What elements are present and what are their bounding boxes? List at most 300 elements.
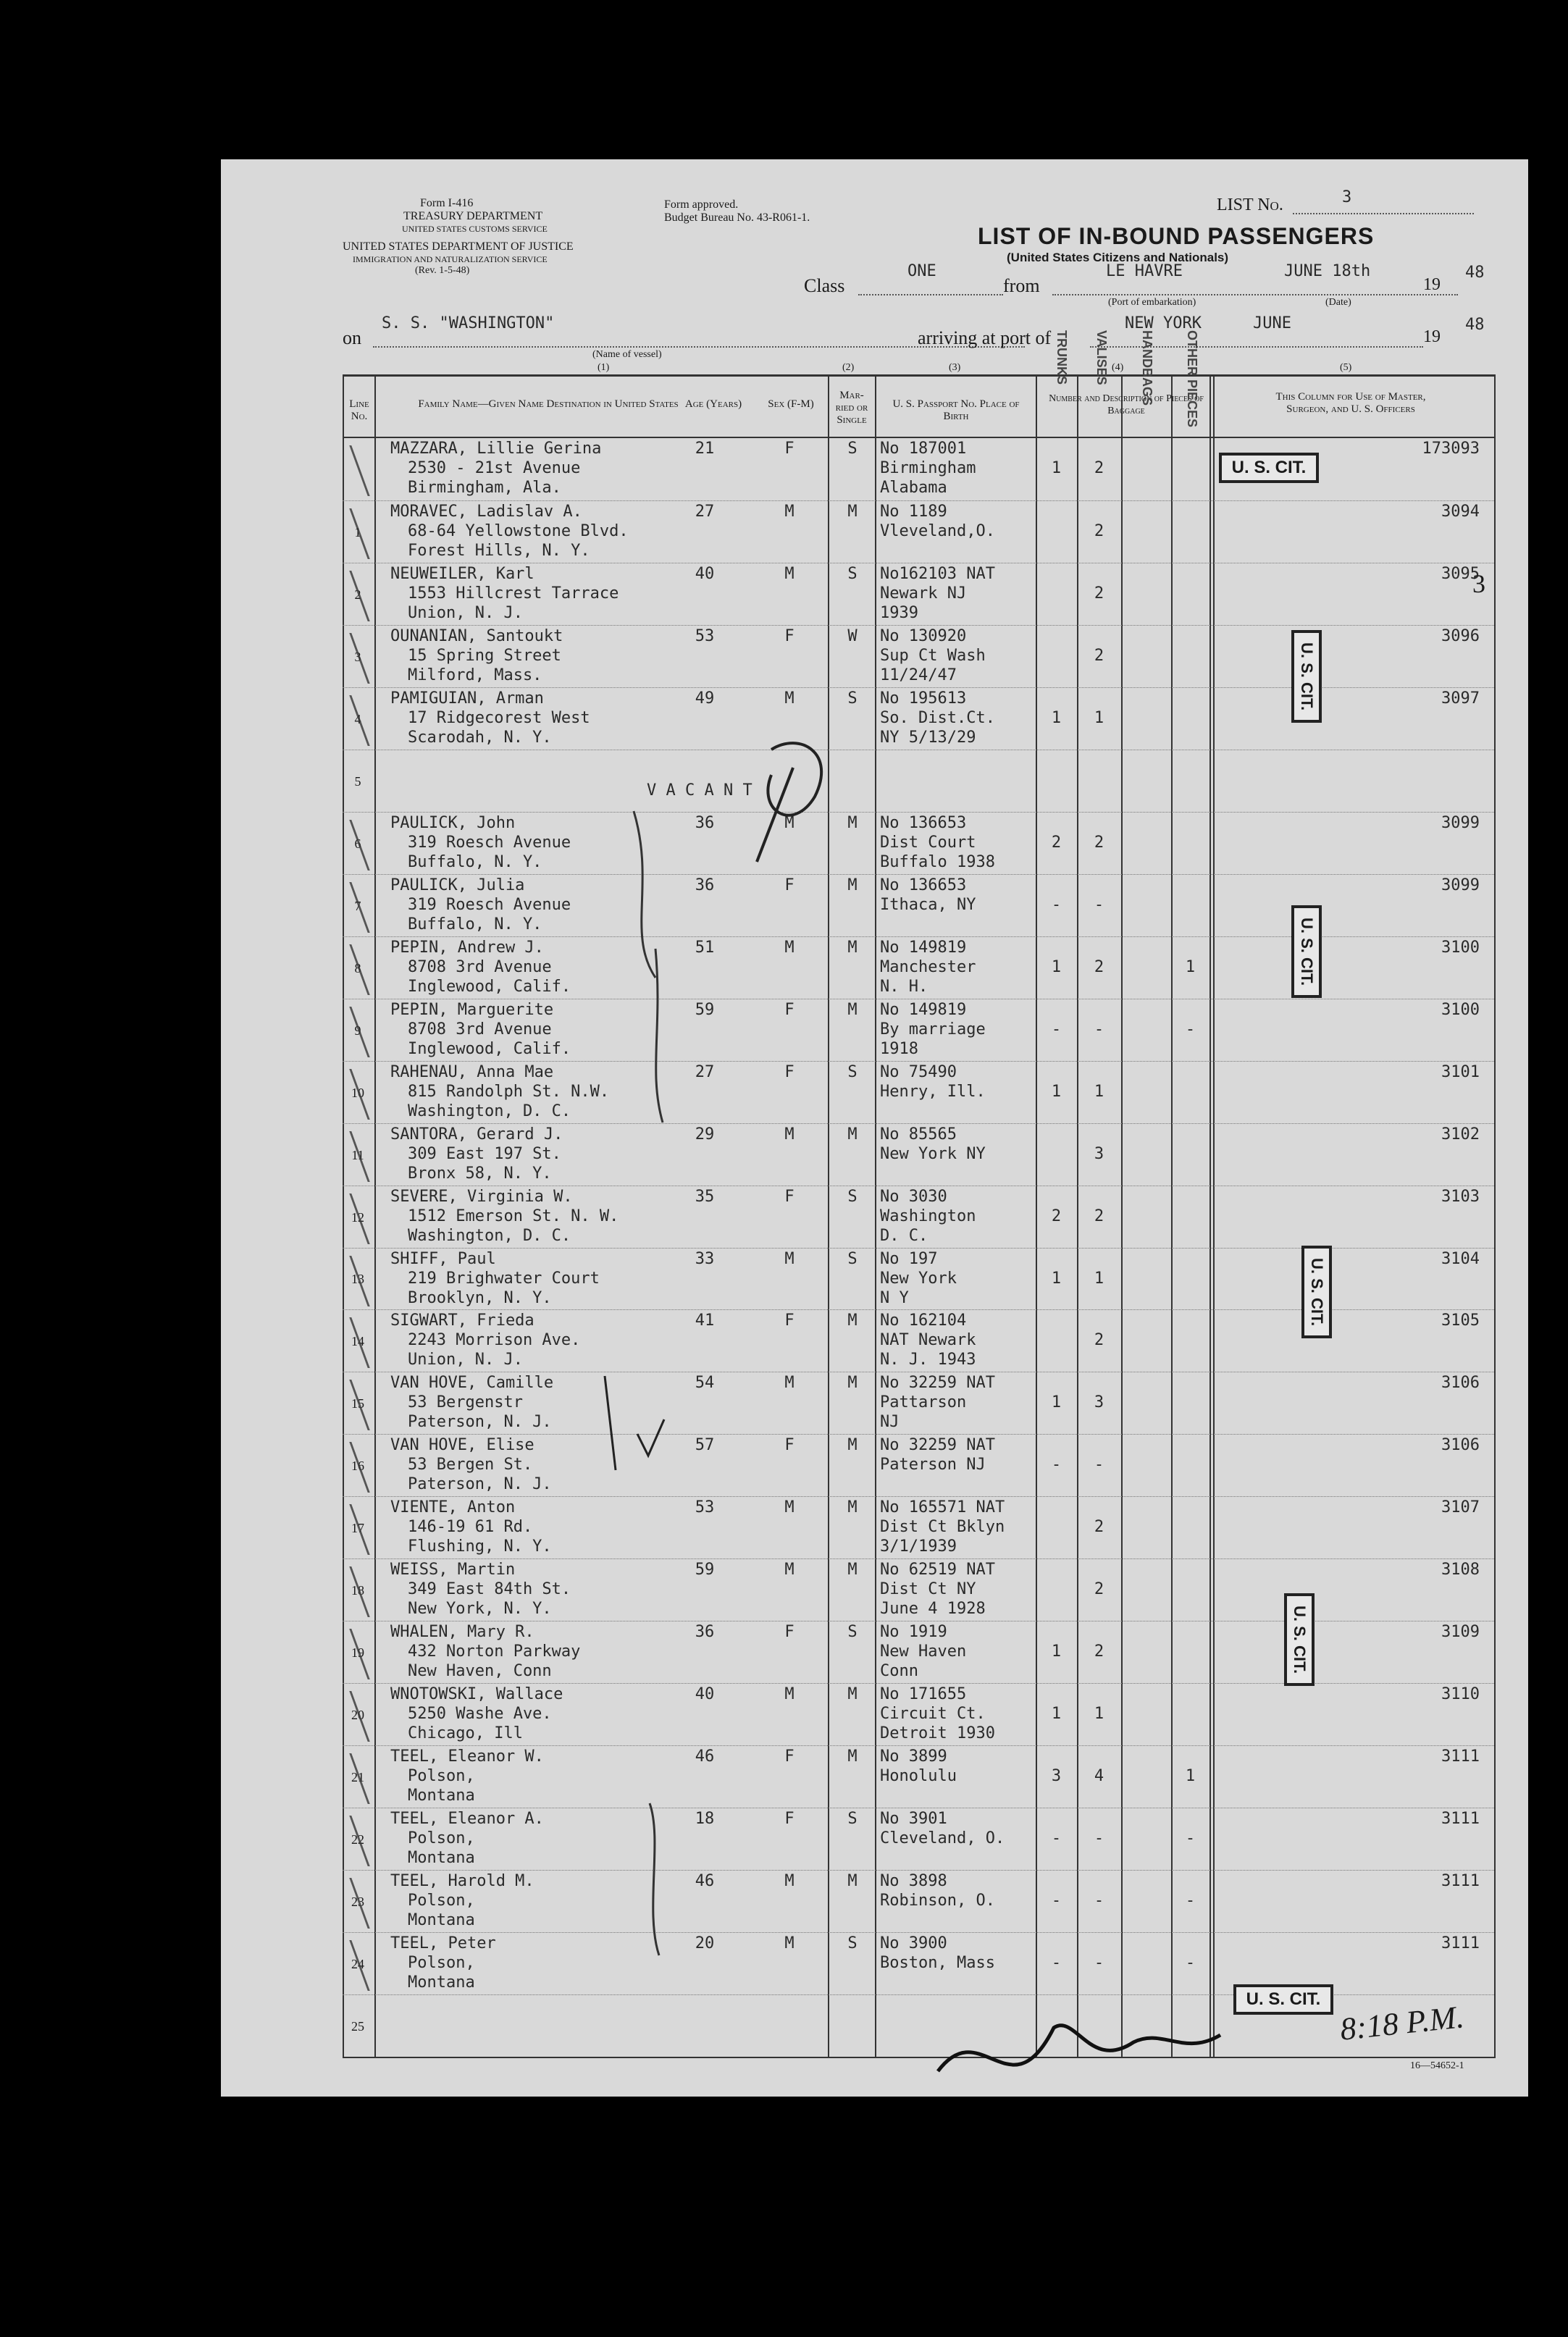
address-street: 68-64 Yellowstone Blvd. <box>408 521 629 540</box>
age-value: 53 <box>695 1498 715 1517</box>
birthplace-line-1: Birmingham <box>880 459 976 477</box>
birthplace-line-1: By marriage <box>880 1020 986 1039</box>
passenger-name: PAULICK, Julia <box>390 876 525 894</box>
address-city: Flushing, N. Y. <box>408 1537 552 1556</box>
col-num-4: (4) <box>1112 362 1124 373</box>
age-value: 36 <box>695 813 715 832</box>
passenger-name: WHALEN, Mary R. <box>390 1623 534 1642</box>
passport-number: No 3030 <box>880 1187 947 1206</box>
valises-count: 2 <box>1094 584 1104 603</box>
arrival-time-note: 8:18 P.M. <box>1338 1999 1466 2047</box>
sex-value: F <box>784 1436 795 1455</box>
trunks-count: 1 <box>1051 1393 1062 1412</box>
trunks-count: - <box>1051 895 1062 914</box>
trunks-count: 1 <box>1051 708 1062 727</box>
age-value: 41 <box>695 1312 715 1330</box>
birthplace-line-2: NY 5/13/29 <box>880 728 976 747</box>
trunks-count: 1 <box>1051 957 1062 976</box>
valises-count: 2 <box>1094 646 1104 665</box>
revision: (Rev. 1-5-48) <box>415 265 470 276</box>
trunks-count: - <box>1051 1954 1062 1973</box>
address-street: 5250 Washe Ave. <box>408 1705 552 1724</box>
valises-count: - <box>1094 1020 1104 1039</box>
sex-value: F <box>784 1187 795 1206</box>
officer-entry-number: 3095 <box>1441 564 1480 583</box>
officer-entry-number: 3100 <box>1441 938 1480 957</box>
address-city: Washington, D. C. <box>408 1226 571 1245</box>
passport-number: No 171655 <box>880 1685 967 1704</box>
passenger-name: SIGWART, Frieda <box>390 1312 534 1330</box>
passport-number: No 162104 <box>880 1312 967 1330</box>
address-street: 2530 - 21st Avenue <box>408 459 581 477</box>
header-age: Age (Years) <box>684 398 742 410</box>
age-value: 40 <box>695 1685 715 1704</box>
officer-entry-number: 3103 <box>1441 1187 1480 1206</box>
sex-value: M <box>784 1374 795 1393</box>
valises-count: - <box>1094 1829 1104 1848</box>
address-street: 17 Ridgecorest West <box>408 708 590 727</box>
officer-entry-number: 3106 <box>1441 1436 1480 1455</box>
birthplace-line-2: Conn <box>880 1662 918 1681</box>
trunks-count: - <box>1051 1829 1062 1848</box>
age-value: 51 <box>695 938 715 957</box>
trunks-count: - <box>1051 1456 1062 1474</box>
marital-status: M <box>847 1747 858 1766</box>
sex-value: F <box>784 876 795 894</box>
passport-number: No 197 <box>880 1249 938 1268</box>
class-label: Class <box>804 275 845 296</box>
passport-number: No 136653 <box>880 876 967 894</box>
from-label: from <box>1003 275 1040 296</box>
us-cit-stamp: U. S. CIT. <box>1233 1984 1333 2015</box>
col-num-3: (3) <box>949 362 961 373</box>
birthplace-line-1: Robinson, O. <box>880 1892 995 1910</box>
officer-entry-number: 3105 <box>1441 1312 1480 1330</box>
address-city: Milford, Mass. <box>408 666 542 684</box>
age-value: 59 <box>695 1561 715 1579</box>
address-street: 53 Bergen St. <box>408 1456 533 1474</box>
birthplace-line-2: 3/1/1939 <box>880 1537 957 1556</box>
officer-entry-number: 3099 <box>1441 813 1480 832</box>
age-value: 59 <box>695 1000 715 1019</box>
marital-status: S <box>847 1934 858 1953</box>
trunks-count: 2 <box>1051 833 1062 852</box>
passenger-name: NEUWEILER, Karl <box>390 564 534 583</box>
birthplace-line-2: N Y <box>880 1288 909 1307</box>
footer-code: 16—54652-1 <box>1410 2060 1464 2071</box>
marital-status: M <box>847 1125 858 1144</box>
birthplace-line-1: Ithaca, NY <box>880 895 976 914</box>
us-cit-stamp: U. S. CIT. <box>1301 1246 1332 1338</box>
passenger-name: RAHENAU, Anna Mae <box>390 1062 554 1081</box>
birthplace-line-1: Sup Ct Wash <box>880 646 986 665</box>
header-officers: This Column for Use of Master, Surgeon, and U. S. Officers <box>1275 391 1426 415</box>
us-cit-stamp: U. S. CIT. <box>1291 630 1322 723</box>
address-city: Chicago, Ill <box>408 1724 523 1743</box>
age-value: 49 <box>695 689 715 708</box>
sex-value: F <box>784 1000 795 1019</box>
line-number: 9 <box>354 1023 361 1038</box>
age-value: 40 <box>695 564 715 583</box>
sex-value: F <box>784 1062 795 1081</box>
address-city: Montana <box>408 1973 475 1992</box>
sex-value: M <box>784 1498 795 1517</box>
port-caption: (Port of embarkation) <box>1108 297 1196 308</box>
age-value: 21 <box>695 440 715 458</box>
address-street: 349 East 84th St. <box>408 1580 571 1599</box>
class-value: ONE <box>907 262 936 280</box>
handwritten-annotations <box>221 159 1528 2097</box>
birthplace-line-1: New Haven <box>880 1642 967 1661</box>
valises-count: 2 <box>1094 957 1104 976</box>
sex-value: M <box>784 1872 795 1891</box>
trunks-count: - <box>1051 1020 1062 1039</box>
manifest-subtitle: (United States Citizens and Nationals) <box>1007 251 1229 264</box>
age-value: 36 <box>695 1623 715 1642</box>
passport-number: No 130920 <box>880 626 967 645</box>
treasury-dept: TREASURY DEPARTMENT <box>403 210 543 222</box>
passenger-name: MAZZARA, Lillie Gerina <box>390 440 602 458</box>
other-pieces-count: - <box>1185 1954 1196 1973</box>
marital-status: M <box>847 1872 858 1891</box>
passport-number: No 3899 <box>880 1747 947 1766</box>
valises-count: 2 <box>1094 1518 1104 1537</box>
passenger-name: TEEL, Eleanor A. <box>390 1810 544 1829</box>
birthplace-line-1: New York NY <box>880 1144 986 1163</box>
passenger-name: SHIFF, Paul <box>390 1249 496 1268</box>
address-street: Polson, <box>408 1892 475 1910</box>
line-number: 7 <box>354 898 361 913</box>
address-city: Paterson, N. J. <box>408 1413 552 1432</box>
address-street: Polson, <box>408 1954 475 1973</box>
birthplace-line-2: N. H. <box>880 977 928 996</box>
passenger-name: TEEL, Peter <box>390 1934 496 1953</box>
age-value: 46 <box>695 1747 715 1766</box>
header-trunks: TRUNKS <box>1055 330 1069 385</box>
passport-number: No 32259 NAT <box>880 1374 995 1393</box>
valises-count: 3 <box>1094 1144 1104 1163</box>
address-city: Washington, D. C. <box>408 1102 571 1120</box>
officer-entry-number: 3106 <box>1441 1374 1480 1393</box>
birthplace-line-2: Buffalo 1938 <box>880 852 995 871</box>
date-caption: (Date) <box>1325 297 1351 308</box>
sex-value: M <box>784 1125 795 1144</box>
line-number: 25 <box>351 2019 364 2034</box>
header-handbags: HANDBAGS <box>1140 330 1154 406</box>
col-num-5: (5) <box>1340 362 1352 373</box>
justice-dept: UNITED STATES DEPARTMENT OF JUSTICE <box>343 240 574 253</box>
address-street: 8708 3rd Avenue <box>408 1020 552 1039</box>
header-sex: Sex (F-M) <box>768 398 814 410</box>
birthplace-line-2: Detroit 1930 <box>880 1724 995 1743</box>
sex-value: F <box>784 440 795 458</box>
year-value: 48 <box>1465 264 1485 282</box>
marital-status: M <box>847 1436 858 1455</box>
valises-count: 1 <box>1094 1269 1104 1288</box>
birthplace-line-1: Henry, Ill. <box>880 1082 986 1101</box>
address-city: Inglewood, Calif. <box>408 1039 571 1058</box>
officer-entry-number: 3101 <box>1441 1062 1480 1081</box>
address-street: Polson, <box>408 1829 475 1848</box>
line-number: 4 <box>354 711 361 726</box>
header-other: OTHER PIECES <box>1185 330 1199 428</box>
age-value: 33 <box>695 1249 715 1268</box>
passport-number: No 149819 <box>880 1000 967 1019</box>
birthplace-line-1: Dist Ct NY <box>880 1580 976 1599</box>
marital-status: M <box>847 1498 858 1517</box>
line-number: 19 <box>351 1645 364 1661</box>
on-label: on <box>343 327 361 348</box>
passport-number: No 149819 <box>880 938 967 957</box>
address-city: Buffalo, N. Y. <box>408 852 542 871</box>
sex-value: M <box>784 1249 795 1268</box>
birthplace-line-1: Dist Court <box>880 833 976 852</box>
other-pieces-count: - <box>1185 1829 1196 1848</box>
valises-count: 2 <box>1094 1207 1104 1225</box>
birthplace-line-1: Washington <box>880 1207 976 1225</box>
marital-status: M <box>847 813 858 832</box>
address-city: Bronx 58, N. Y. <box>408 1164 552 1183</box>
passport-number: No 165571 NAT <box>880 1498 1005 1517</box>
line-number: 2 <box>354 587 361 602</box>
us-cit-stamp: U. S. CIT. <box>1291 905 1322 998</box>
marital-status: S <box>847 1062 858 1081</box>
sex-value: M <box>784 1561 795 1579</box>
birthplace-line-2: June 4 1928 <box>880 1600 986 1619</box>
line-number: 21 <box>351 1770 364 1785</box>
address-city: Montana <box>408 1911 475 1930</box>
sex-value: M <box>784 689 795 708</box>
officer-entry-number: 3108 <box>1441 1561 1480 1579</box>
birthplace-line-1: Boston, Mass <box>880 1954 995 1973</box>
address-city: Union, N. J. <box>408 1351 523 1369</box>
year-prefix: 19 <box>1423 275 1441 294</box>
officer-entry-number: 3097 <box>1441 689 1480 708</box>
officer-entry-number: 3111 <box>1441 1872 1480 1891</box>
valises-count: 2 <box>1094 521 1104 540</box>
address-street: 15 Spring Street <box>408 646 561 665</box>
address-street: 8708 3rd Avenue <box>408 957 552 976</box>
address-street: Polson, <box>408 1767 475 1786</box>
sex-value: F <box>784 1810 795 1829</box>
passport-number: No 1189 <box>880 502 947 521</box>
other-pieces-count: - <box>1185 1020 1196 1039</box>
birthplace-line-1: Circuit Ct. <box>880 1705 986 1724</box>
birthplace-line-2: NJ <box>880 1413 900 1432</box>
passport-number: No 62519 NAT <box>880 1561 995 1579</box>
officer-entry-number: 3099 <box>1441 876 1480 894</box>
valises-count: - <box>1094 1892 1104 1910</box>
valises-count: - <box>1094 1954 1104 1973</box>
address-street: 1553 Hillcrest Tarrace <box>408 584 619 603</box>
marital-status: S <box>847 1249 858 1268</box>
marital-status: M <box>847 502 858 521</box>
birthplace-line-1: New York <box>880 1269 957 1288</box>
vessel-name: S. S. "WASHINGTON" <box>382 314 555 332</box>
passport-number: No 75490 <box>880 1062 957 1081</box>
line-number: 20 <box>351 1708 364 1723</box>
passenger-name: PEPIN, Andrew J. <box>390 938 544 957</box>
other-pieces-count: - <box>1185 1892 1196 1910</box>
passenger-name: WNOTOWSKI, Wallace <box>390 1685 563 1704</box>
birthplace-line-2: D. C. <box>880 1226 928 1245</box>
trunks-count: 1 <box>1051 1269 1062 1288</box>
line-number: 5 <box>354 773 361 789</box>
age-value: 27 <box>695 1062 715 1081</box>
form-approved: Form approved. <box>664 198 739 211</box>
us-cit-stamp: U. S. CIT. <box>1284 1593 1315 1686</box>
passenger-name: VIENTE, Anton <box>390 1498 516 1517</box>
trunks-count: 2 <box>1051 1207 1062 1225</box>
passenger-name: PAMIGUIAN, Arman <box>390 689 544 708</box>
marital-status: M <box>847 1561 858 1579</box>
birthplace-line-2: Alabama <box>880 479 947 497</box>
birthplace-line-2: N. J. 1943 <box>880 1351 976 1369</box>
age-value: 35 <box>695 1187 715 1206</box>
birthplace-line-2: 1918 <box>880 1039 918 1058</box>
vessel-caption: (Name of vessel) <box>592 349 662 360</box>
header-line-no: Line No. <box>349 398 369 422</box>
age-value: 27 <box>695 502 715 521</box>
passport-number: No 195613 <box>880 689 967 708</box>
address-city: Montana <box>408 1849 475 1868</box>
manifest-page <box>221 159 1528 2097</box>
officer-entry-number: 3102 <box>1441 1125 1480 1144</box>
sex-value: M <box>784 938 795 957</box>
header-name: Family Name—Given Name Destination in United States <box>418 398 679 410</box>
birthplace-line-1: Manchester <box>880 957 976 976</box>
address-city: New York, N. Y. <box>408 1600 552 1619</box>
age-value: 53 <box>695 626 715 645</box>
officer-entry-number: 3111 <box>1441 1747 1480 1766</box>
address-street: 219 Brighwater Court <box>408 1269 600 1288</box>
line-number: 10 <box>351 1085 364 1100</box>
address-city: Montana <box>408 1787 475 1805</box>
birthplace-line-1: Newark NJ <box>880 584 967 603</box>
passenger-name: WEISS, Martin <box>390 1561 516 1579</box>
passenger-name: OUNANIAN, Santoukt <box>390 626 563 645</box>
birthplace-line-2: 11/24/47 <box>880 666 957 684</box>
arrival-port: NEW YORK <box>1125 314 1202 332</box>
address-city: Union, N. J. <box>408 603 523 622</box>
age-value: 46 <box>695 1872 715 1891</box>
valises-count: 1 <box>1094 1705 1104 1724</box>
officer-entry-number: 173093 <box>1422 440 1480 458</box>
vacant-line-label: V A C A N T <box>647 781 752 800</box>
trunks-count: 1 <box>1051 1705 1062 1724</box>
sex-value: M <box>784 813 795 832</box>
officer-entry-number: 3100 <box>1441 1000 1480 1019</box>
marital-status: M <box>847 938 858 957</box>
address-street: 146-19 61 Rd. <box>408 1518 533 1537</box>
other-pieces-count: 1 <box>1185 1767 1196 1786</box>
officer-entry-number: 3104 <box>1441 1249 1480 1268</box>
col-num-2: (2) <box>842 362 855 373</box>
valises-count: 1 <box>1094 1082 1104 1101</box>
form-number: Form I-416 <box>420 197 474 209</box>
line-number: 13 <box>351 1272 364 1287</box>
valises-count: 3 <box>1094 1393 1104 1412</box>
passenger-name: VAN HOVE, Elise <box>390 1436 534 1455</box>
us-cit-stamp: U. S. CIT. <box>1219 453 1319 483</box>
sex-value: F <box>784 1312 795 1330</box>
line-number: 18 <box>351 1583 364 1598</box>
trunks-count: 1 <box>1051 1642 1062 1661</box>
officer-entry-number: 3096 <box>1441 626 1480 645</box>
valises-count: 2 <box>1094 1580 1104 1599</box>
line-number: 16 <box>351 1459 364 1474</box>
address-city: Brooklyn, N. Y. <box>408 1288 552 1307</box>
passenger-name: TEEL, Harold M. <box>390 1872 534 1891</box>
age-value: 20 <box>695 1934 715 1953</box>
passenger-name: MORAVEC, Ladislav A. <box>390 502 582 521</box>
address-city: Birmingham, Ala. <box>408 479 561 497</box>
valises-count: 2 <box>1094 1642 1104 1661</box>
header-baggage: Number and Description of Pieces of Baggage <box>1049 393 1204 416</box>
line-number: 12 <box>351 1209 364 1225</box>
arrival-year: 48 <box>1465 316 1485 334</box>
col-num-1: (1) <box>598 362 610 373</box>
officer-entry-number: 3107 <box>1441 1498 1480 1517</box>
manifest-title: LIST OF IN-BOUND PASSENGERS <box>978 223 1375 249</box>
marital-status: S <box>847 689 858 708</box>
birthplace-line-1: NAT Newark <box>880 1331 976 1350</box>
age-value: 18 <box>695 1810 715 1829</box>
birthplace-line-1: Paterson NJ <box>880 1456 986 1474</box>
margin-list-number: 3 <box>1472 569 1485 598</box>
address-street: 53 Bergenstr <box>408 1393 523 1412</box>
passenger-name: TEEL, Eleanor W. <box>390 1747 544 1766</box>
customs-service: UNITED STATES CUSTOMS SERVICE <box>402 224 548 234</box>
line-number: 6 <box>354 836 361 851</box>
list-number: 3 <box>1342 188 1352 206</box>
arrival-year-prefix: 19 <box>1423 327 1441 346</box>
address-city: New Haven, Conn <box>408 1662 552 1681</box>
birthplace-line-1: Dist Ct Bklyn <box>880 1518 1005 1537</box>
address-street: 319 Roesch Avenue <box>408 895 571 914</box>
birthplace-line-1: Honolulu <box>880 1767 957 1786</box>
passport-number: No162103 NAT <box>880 564 995 583</box>
passenger-name: SANTORA, Gerard J. <box>390 1125 563 1144</box>
sex-value: M <box>784 502 795 521</box>
marital-status: S <box>847 1810 858 1829</box>
marital-status: S <box>847 1623 858 1642</box>
line-number: 22 <box>351 1832 364 1847</box>
birthplace-line-1: Pattarson <box>880 1393 967 1412</box>
marital-status: S <box>847 564 858 583</box>
list-label: LIST No. <box>1217 196 1283 214</box>
trunks-count: - <box>1051 1892 1062 1910</box>
officer-entry-number: 3111 <box>1441 1934 1480 1953</box>
officer-entry-number: 3111 <box>1441 1810 1480 1829</box>
port-of-embarkation: LE HAVRE <box>1106 262 1183 280</box>
passport-number: No 3898 <box>880 1872 947 1891</box>
address-city: Forest Hills, N. Y. <box>408 541 590 560</box>
line-number: 11 <box>351 1147 364 1162</box>
sex-value: M <box>784 1685 795 1704</box>
birthplace-line-1: Vleveland,O. <box>880 521 995 540</box>
line-number: 23 <box>351 1895 364 1910</box>
passenger-name: SEVERE, Virginia W. <box>390 1187 573 1206</box>
birthplace-line-2: 1939 <box>880 603 918 622</box>
departure-date: JUNE 18th <box>1284 262 1371 280</box>
address-street: 319 Roesch Avenue <box>408 833 571 852</box>
passport-number: No 3900 <box>880 1934 947 1953</box>
valises-count: - <box>1094 895 1104 914</box>
arriving-label: arriving at port of <box>918 327 1052 348</box>
passenger-name: VAN HOVE, Camille <box>390 1374 554 1393</box>
birthplace-line-1: So. Dist.Ct. <box>880 708 995 727</box>
